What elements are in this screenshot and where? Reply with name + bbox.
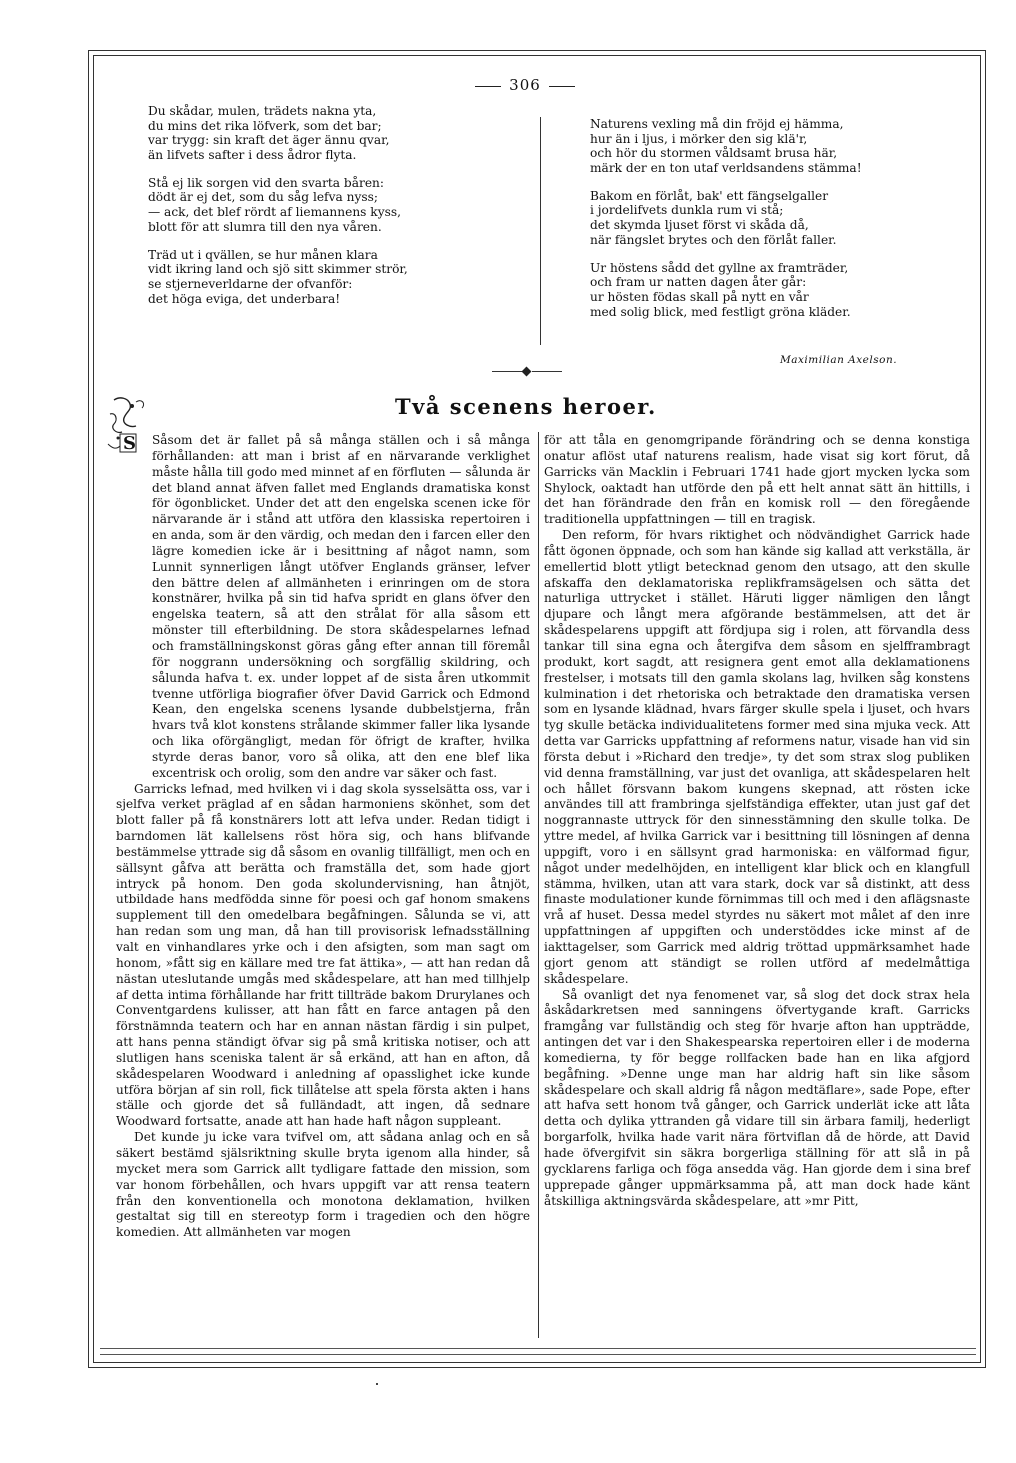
page-number: 306 [440,76,610,94]
poem-column-divider [540,117,541,345]
poem-stanza: Du skådar, mulen, trädets nakna yta, du mins det rika löfverk, som det bar; var trygg: sin kraft det äger ännu qvar, än lifvets safter i dess ådror flyta. [148,104,390,162]
article-column-divider [538,432,539,1338]
poem-left-column [148,104,408,320]
article-paragraph: Det kunde ju icke vara tvifvel om, att sådana anlag och en så säkert bestämd själsriktning skulle bryta igenom alla hinder, så mycket mera som Garrick allt tydligare fattade den mission, som var honom förbehållen, och hvars uppgift var att rensa teatern från den konventionella och monotona deklamation, hvilken gestaltat sig till en stereotyp form i tragedien och den högre komedien. Att allmänheten var mogen [116,1130,530,1240]
article-paragraph: Så ovanligt det nya fenomenet var, så slog det dock strax hela åskådarkretsen med sanningens öfvertygande kraft. Garricks framgång var fullständig och steg för hvarje afton han uppträdde, antingen det var i den Shakespearska repertoiren eller i de moderna komedierna, ty för begge rollfacken bade han en lika afgjord begåfning. »Denne unge man har aldrig haft sin like såsom skådespelare och skall aldrig få någon medtäflare», sade Pope, efter att hafva sett honom två gånger, och Garrick underlät icke att låta detta och dylika yttranden gå vidare till sin ärbara familj, hederligt borgarfolk, hvilka hade varit nära förtviflan då de hörde, att David hade öfvergifvit sin säkra borgerliga ställning för att slå in på gycklarens farliga och föga ansedda väg. Han gjorde dem i sina bref upprepade gånger uppmärksamma på, att man dock hade känt åtskilliga aktningsvärda skådespelare, att »mr Pitt, [544,987,970,1208]
svg-text:S: S [123,433,136,454]
poem-stanza: Naturens vexling må din fröjd ej hämma, hur än i ljus, i mörker den sig klä'r, och hör du stormen våldsamt brusa här, märk der en ton utaf verldsandens stämma! [590,117,862,175]
poem-stanza: Stå ej lik sorgen vid den svarta båren: dödt är ej det, som du såg lefva nyss; — ack, det blef rördt af liemannens kyss, blott för att slumra till den nya våren. [148,175,401,234]
article-title: Två scenens heroer. [395,394,657,419]
article-paragraph: Den reform, för hvars riktighet och nödvändighet Garrick hade fått ögonen öppnade, och som han kände sig kallad att verkställa, är emellertid blott ytligt betecknad genom den utsago, att den skulle afskaffa den deklamatoriska replikframsägelsen och sätta det naturliga uttrycket i stället. Häruti ligger nämligen den långt djupare och långt mera afgörande bestämmelsen, att det är skådespelarens uppgift att fördjupa sig i rolen, att förvandla dess tankar till sina egna och återgifva dem såsom en sjelfframbragt produkt, kort sagdt, att resignera gent emot alla deklamationens frestelser, i motsats till den gamla skolans lag, hvilken såg konstens kulmination i det rhetoriska och betraktade den dramatiska versen som en lysande klädnad, hvars färger skulle spela i ljuset, och hvars tyg skulle betäcka individualitetens former med sina mjuka veck. Att detta var Garricks uppfattning af reformens natur, visade han vid sin första debut i »Richard den tredje», ty det som strax slog publiken vid denna framställning, var just det ovanliga, att skådespelaren helt och hållet försvann bakom kungens skepnad, att rösten icke användes till att frambringa sjelfständiga effekter, utan just gaf det noggrannaste uttryck för den sinnesstämning den skulle tolka. De yttre medel, af hvilka Garrick var i besittning till lösningen af denna uppgift, voro i en sällsynt grad harmoniska: en välformad figur, något under medelhöjden, en intelligent klar blick och en klangfull stämma, hvilken, utan att vara stark, dock var så distinkt, att dess finaste modulationer kunde förnimmas till och med i den aflägsnaste vrå af huset. Dessa medel styrdes nu säkert mot målet af den inre uppfattningen af uppgiften och understöddes icke minst af de iakttagelser, som Garrick med aldrig tröttad uppmärksamhet hade gjort genom att ständigt se rollen utförd af medelmåttiga skådespelare. [544,528,970,986]
poem-right-column [590,117,862,333]
article-paragraph: Såsom det är fallet på så många ställen och i så många förhållanden: att man i brist af en närvarande verklighet måste hålla till godo med minnet af en förfluten — sålunda är det bland annat äfven fallet med Englands dramatiska konst för ögonblicket. Under det att den engelska scenen icke för närvarande är i stånd att utföra den klassiska repertoiren i en anda, som är den värdig, och medan den i farcen eller den lägre komedien icke är i besittning af något namn, som Lunnit synnerligen långt utöfver Englands gränser, lefver den bättre delen af allmänheten i erinringen om de stora konstnärer, hvilka på sin tid hafva spridt en glans öfver den engelska teatern, så att den strålat för alla såsom ett mönster till efterbildning. De stora skådespelarnes lefnad och framställningskonst göras gång efter annan till föremål för noggrann undersökning och sorgfällig skildring, och sålunda hafva t. ex. under loppet af de sista åren utkommit tvenne utförliga biografier öfver David Garrick och Edmond Kean, den engelska scenens lysande dubbelstjerna, från hvars två klot konstens strålande skimmer faller lika lysande och lika oförgängligt, medan för öfrigt de krafter, hvilka styrde deras banor, voro så olika, att den ene blef lika excentrisk och orolig, som den andre var säker och fast. [152,433,530,780]
bottom-rule [100,1348,976,1349]
article-paragraph: Garricks lefnad, med hvilken vi i dag skola sysselsätta oss, var i sjelfva verket präglad af en sådan harmoniens skönhet, som det blott faller på få konstnärers lott att lefva under. Redan tidigt i barndomen lät kallelsens röst höra sig, och hans blifvande bestämmelse yttrade sig då såsom en ovanlig tillfälligt, men och en sällsynt gåfva att berätta och framställa det, som hade gjort intryck på honom. Den goda skolundervisning, han åtnjöt, utbildade hans medfödda sinne för poesi och gaf honom smakens supplement till den omedelbara begåfningen. Sålunda se vi, att han redan som ung man, då han till provisorisk lefnadsställning valt en vinhandlares yrke och i den afsigten, som man sagt om honom, »fått sig en källare med tre fat ättika», — att han redan då nästan uteslutande umgås med skådespelare, att han med tillhjelp af detta intima förhållande har fritt tillträde bakom Drurylanes och Conventgardens kulisser, att han fått en farce antagen på den förstnämnda teatern och har en annan nästan färdig i sin pulpet, att hans penna ständigt öfvar sig på små kritiska notiser, och att slutligen hans sceniska talent är så erkänd, att han en afton, då skådespelaren Woodward i anledning af opasslighet icke kunde utföra början af sin roll, fick tillåtelse att spela första akten i hans ställe och gjorde det så fulländadt, att ingen, då sednare Woodward fortsatte, anade att han hade haft någon suppleant. [116,781,530,1129]
poem-author: Maximilian Axelson. [780,354,898,366]
speck [376,1383,378,1385]
poem-stanza: Bakom en förlåt, bak' ett fängselgaller i jordelifvets dunkla rum vi stå; det skymda ljuset först vi skåda då, när fängslet brytes och den förlåt faller. [590,188,837,247]
ornament-divider [492,368,562,376]
bottom-rule [100,1354,976,1355]
article-paragraph: för att tåla en genomgripande förändring och se denna konstiga onatur aflöst utaf naturens realism, hade visat sig kort förut, då Garricks vän Macklin i Februari 1741 hade gjort mycken lycka som Shylock, oaktadt han utförde den på ett helt annat sätt än hittills, i det han förändrade den från en komisk roll — den föregående traditionella uppfattningen — till en tragisk. [544,433,970,527]
poem-stanza: Ur höstens sådd det gyllne ax framträder, och fram ur natten dagen åter går: ur hösten födas skall på nytt en vår med solig blick, med festligt gröna kläder. [590,260,851,319]
article-left-column [116,433,530,1241]
article-right-column [544,433,970,1209]
poem-stanza: Träd ut i qvällen, se hur månen klara vidt ikring land och sjö sitt skimmer strör, se stjerneverldarne der ofvanför: det höga eviga, det underbara! [148,247,408,306]
